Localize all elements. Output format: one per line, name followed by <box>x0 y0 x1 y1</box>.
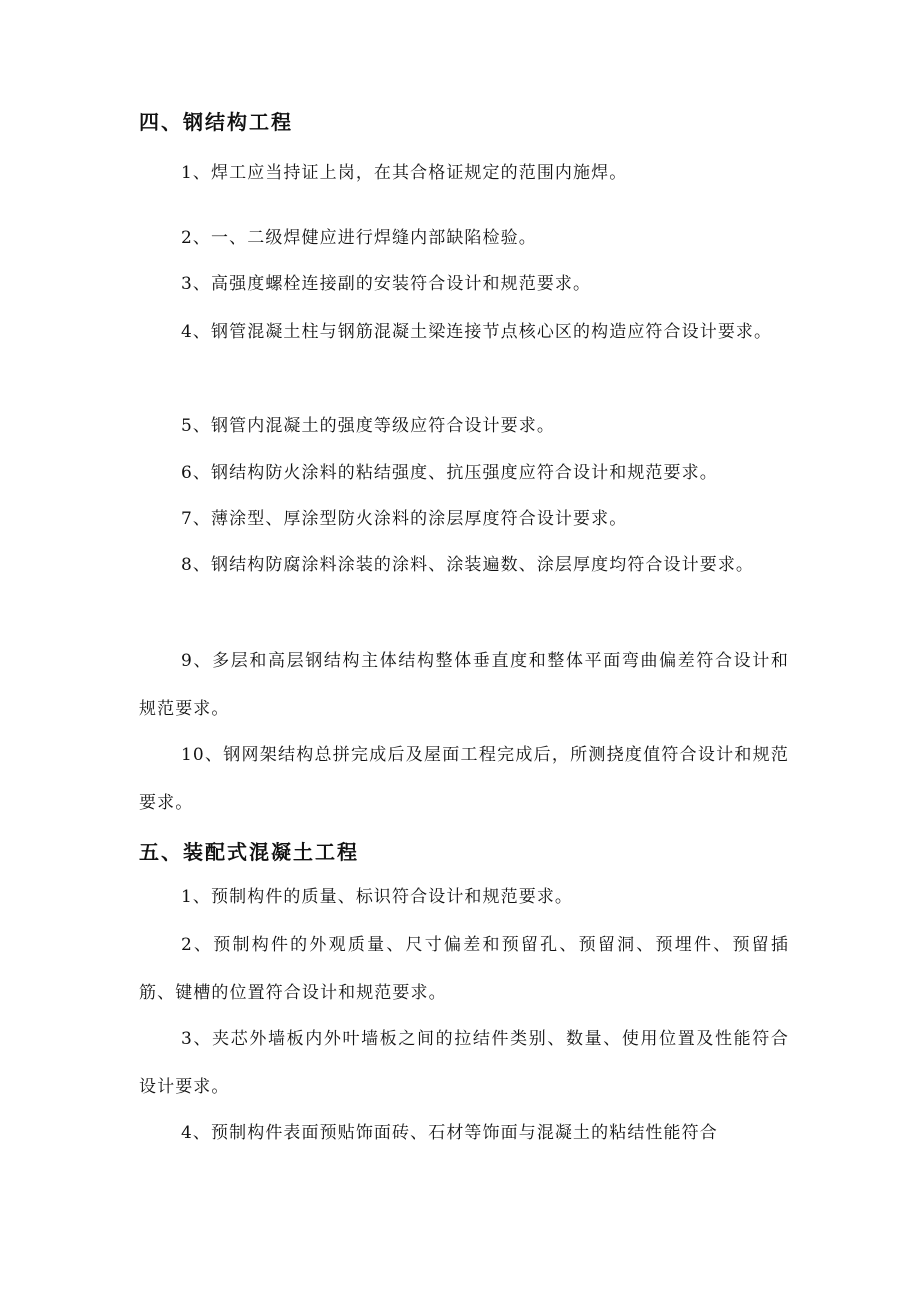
list-item: 1、预制构件的质量、标识符合设计和规范要求。 <box>181 887 574 907</box>
list-item: 3、夹芯外墙板内外叶墙板之间的拉结件类别、数量、使用位置及性能符合设计要求。 <box>139 1029 789 1097</box>
list-item: 4、钢管混凝土柱与钢筋混凝土梁连接节点核心区的构造应符合设计要求。 <box>181 322 773 342</box>
section-heading-steel-structure: 四、钢结构工程 <box>139 110 293 134</box>
list-item: 6、钢结构防火涂料的粘结强度、抗压强度应符合设计和规范要求。 <box>181 463 718 483</box>
list-item: 7、薄涂型、厚涂型防火涂料的涂层厚度符合设计要求。 <box>181 509 628 529</box>
list-item: 8、钢结构防腐涂料涂装的涂料、涂装遍数、涂层厚度均符合设计要求。 <box>181 555 755 575</box>
list-item: 4、预制构件表面预贴饰面砖、石材等饰面与混凝土的粘结性能符合 <box>181 1123 718 1143</box>
section-heading-prefab-concrete: 五、装配式混凝土工程 <box>139 840 359 864</box>
list-item: 3、高强度螺栓连接副的安装符合设计和规范要求。 <box>181 274 592 294</box>
list-item: 5、钢管内混凝土的强度等级应符合设计要求。 <box>181 416 555 436</box>
list-item: 9、多层和高层钢结构主体结构整体垂直度和整体平面弯曲偏差符合设计和规范要求。 <box>139 651 789 719</box>
list-item: 1、焊工应当持证上岗，在其合格证规定的范围内施焊。 <box>181 163 628 183</box>
list-item: 2、一、二级焊健应进行焊缝内部缺陷检验。 <box>181 228 537 248</box>
list-item: 10、钢网架结构总拼完成后及屋面工程完成后，所测挠度值符合设计和规范要求。 <box>139 745 789 813</box>
list-item: 2、预制构件的外观质量、尺寸偏差和预留孔、预留洞、预埋件、预留插筋、键槽的位置符合设计和规范要求。 <box>139 935 789 1003</box>
